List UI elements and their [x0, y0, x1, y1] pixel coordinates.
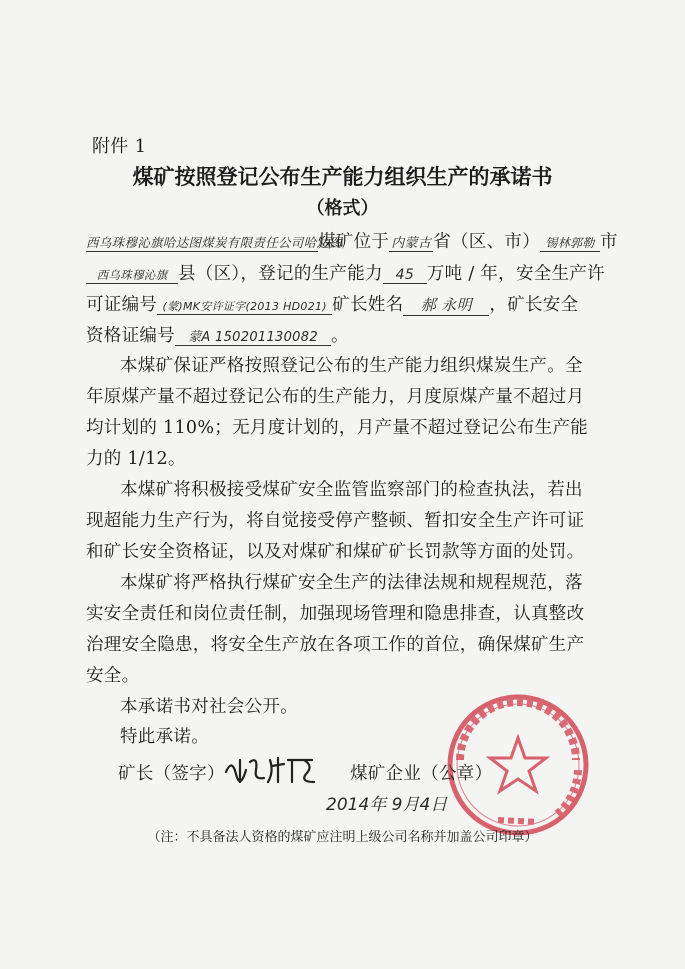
manager-signature-label: 矿长（签字） [118, 764, 225, 784]
paragraph-1-line-1: 本煤矿保证严格按照登记公布的生产能力组织煤炭生产。全 [120, 356, 583, 376]
paragraph-3-line-3: 治理安全隐患，将安全生产放在各项工作的首位，确保煤矿生产 [86, 635, 585, 655]
paragraph-public: 本承诺书对社会公开。 [120, 697, 298, 717]
paragraph-2-line-3: 和矿长安全资格证，以及对煤矿和煤矿矿长罚款等方面的处罚。 [86, 542, 585, 562]
paragraph-2-line-1: 本煤矿将积极接受煤矿安全监管监察部门的检查执法，若出 [120, 480, 583, 500]
filled-manager-name: 郝 永明 [403, 294, 489, 316]
filled-county: 西乌珠穆沁旗 [86, 267, 178, 284]
manager-handwritten-signature [222, 752, 318, 788]
filled-city: 锡林郭勒 [540, 234, 600, 252]
form-line-1: 西乌珠穆沁旗哈达图煤炭有限责任公司哈达图煤矿位于 内蒙古 省（区、市） 锡林郭勒 市 [86, 232, 618, 252]
filled-license-no: (蒙)MK安许证字(2013 HD021) [157, 298, 332, 315]
filled-cert-no: 蒙A 150201130082 [175, 326, 331, 346]
form-line-2: 西乌珠穆沁旗 县（区），登记的生产能力 45 万吨 / 年，安全生产许 [86, 260, 605, 285]
company-seal-label: 煤矿企业（公章） [350, 764, 493, 784]
paragraph-3-line-4: 安全。 [86, 666, 140, 686]
attachment-label: 附件 1 [92, 136, 147, 157]
filled-capacity: 45 [383, 267, 427, 284]
paragraph-1-line-3: 均计划的 110%；无月度计划的，月产量不超过登记公布生产能 [86, 418, 589, 438]
filled-province: 内蒙古 [389, 232, 433, 252]
paragraph-2-line-2: 现超能力生产行为，将自觉接受停产整顿、暂扣安全生产许可证 [86, 511, 585, 531]
form-line-3: 可证编号 (蒙)MK安许证字(2013 HD021) 矿长姓名 郝 永明 ，矿长安全 [86, 295, 579, 315]
filled-company-name: 西乌珠穆沁旗哈达图煤炭有限责任公司哈达图 [86, 235, 343, 250]
footnote: （注：不具备法人资格的煤矿应注明上级公司名称并加盖公司印章） [147, 830, 538, 845]
paragraph-1-line-2: 年原煤产量不超过登记公布的生产能力，月度原煤产量不超过月 [86, 387, 585, 407]
document-subtitle: （格式） [306, 198, 379, 219]
signing-date: 2014年 9月4日 [326, 795, 448, 815]
paragraph-3-line-1: 本煤矿将严格执行煤矿安全生产的法律法规和规程规范，落 [120, 573, 583, 593]
form-line-4: 资格证编号 蒙A 150201130082 。 [86, 326, 349, 346]
paragraph-hereby: 特此承诺。 [120, 727, 209, 747]
document-title: 煤矿按照登记公布生产能力组织生产的承诺书 [132, 164, 553, 189]
paragraph-3-line-2: 实安全责任和岗位责任制，加强现场管理和隐患排查，认真整改 [86, 604, 585, 624]
paragraph-1-line-4: 力的 1/12。 [86, 449, 186, 469]
